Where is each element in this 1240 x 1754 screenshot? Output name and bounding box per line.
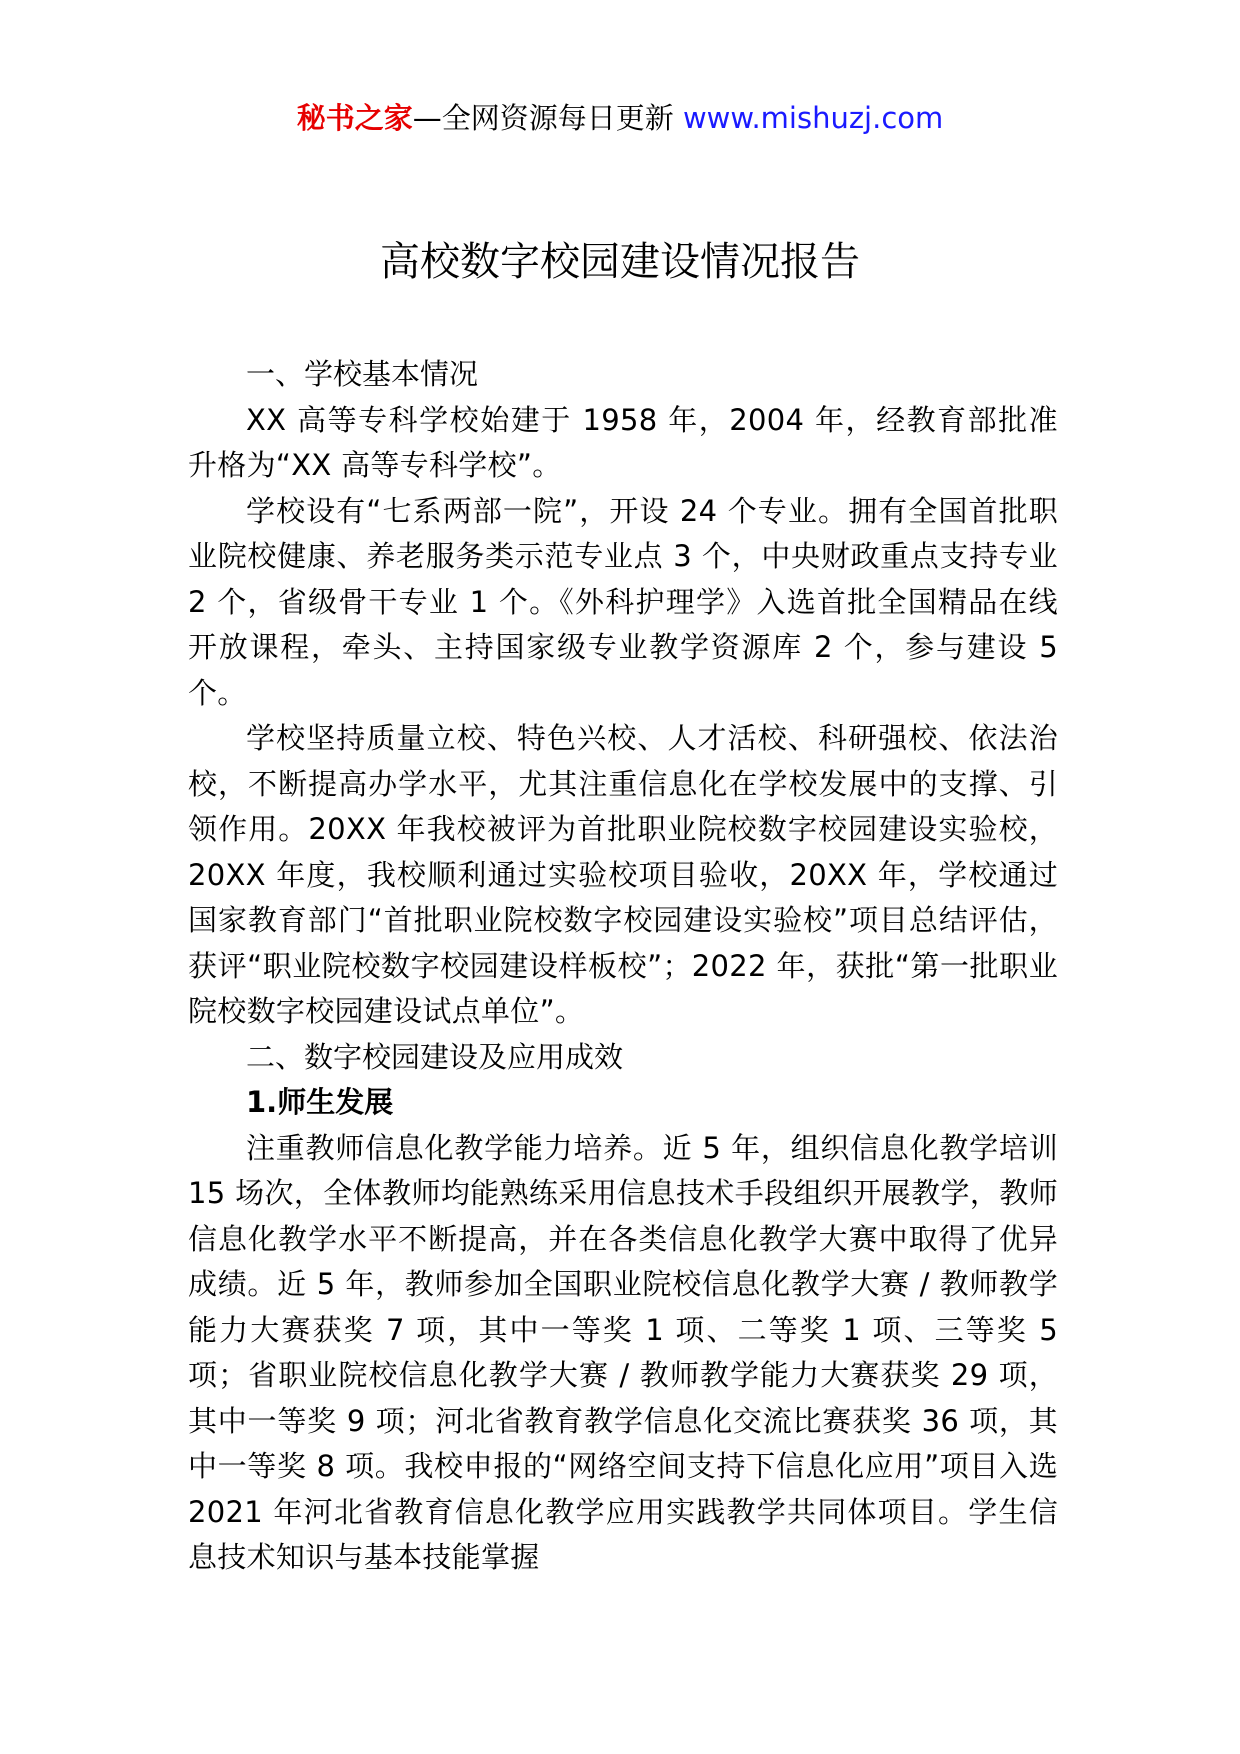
watermark-url: www.mishuzj.com [682, 101, 944, 135]
section-heading-digital-campus: 二、数字校园建设及应用成效 [246, 1039, 624, 1074]
paragraph-informatization: 学校坚持质量立校、特色兴校、人才活校、科研强校、依法治校，不断提高办学水平，尤其注重信息化在学校发展中的支撑、引领作用。20XX 年我校被评为首批职业院校数字校园建设实验校，20XX 年度，我校顺利通过实验校项目验收，20XX 年，学校通过国家教育部门“首批职业院校数字校园建设实验校”项目总结评估，获评“职业院校数字校园建设样板校”；2022 年，获批“第一批职业院校数字校园建设试点单位”。 [188, 721, 1058, 1028]
document-title: 高校数字校园建设情况报告 [380, 239, 860, 285]
subsection-heading-teacher-student: 1.师生发展 [246, 1085, 394, 1119]
paragraph-majors: 学校设有“七系两部一院”，开设 24 个专业。拥有全国首批职业院校健康、养老服务类示范专业点 3 个，中央财政重点支持专业 2 个，省级骨干专业 1 个。《外科护理学》入选首批全国精品在线开放课程，牵头、主持国家级专业教学资源库 2 个，参与建设 5 个。 [188, 493, 1058, 710]
section-heading-basic-info: 一、学校基本情况 [246, 357, 479, 391]
watermark-brand: 秘书之家 [296, 101, 413, 135]
paragraph-history: XX 高等专科学校始建于 1958 年，2004 年，经教育部批准升格为“XX 高等专科学校”。 [188, 402, 1058, 482]
document-body [188, 352, 1058, 1581]
site-watermark-header [0, 98, 1240, 138]
paragraph-teacher-training: 注重教师信息化教学能力培养。近 5 年，组织信息化教学培训 15 场次，全体教师均能熟练采用信息技术手段组织开展教学，教师信息化教学水平不断提高，并在各类信息化教学大赛中取得了优异成绩。近 5 年，教师参加全国职业院校信息化教学大赛 / 教师教学能力大赛获奖 7 项，其中一等奖 1 项、二等奖 1 项、三等奖 5 项；省职业院校信息化教学大赛 / 教师教学能力大赛获奖 29 项，其中一等奖 9 项；河北省教育教学信息化交流比赛获奖 36 项，其中一等奖 8 项。我校申报的“网络空间支持下信息化应用”项目入选 2021 年河北省教育信息化教学应用实践教学共同体项目。学生信息技术知识与基本技能掌握 [188, 1130, 1058, 1574]
watermark-slogan: —全网资源每日更新 [412, 101, 683, 135]
